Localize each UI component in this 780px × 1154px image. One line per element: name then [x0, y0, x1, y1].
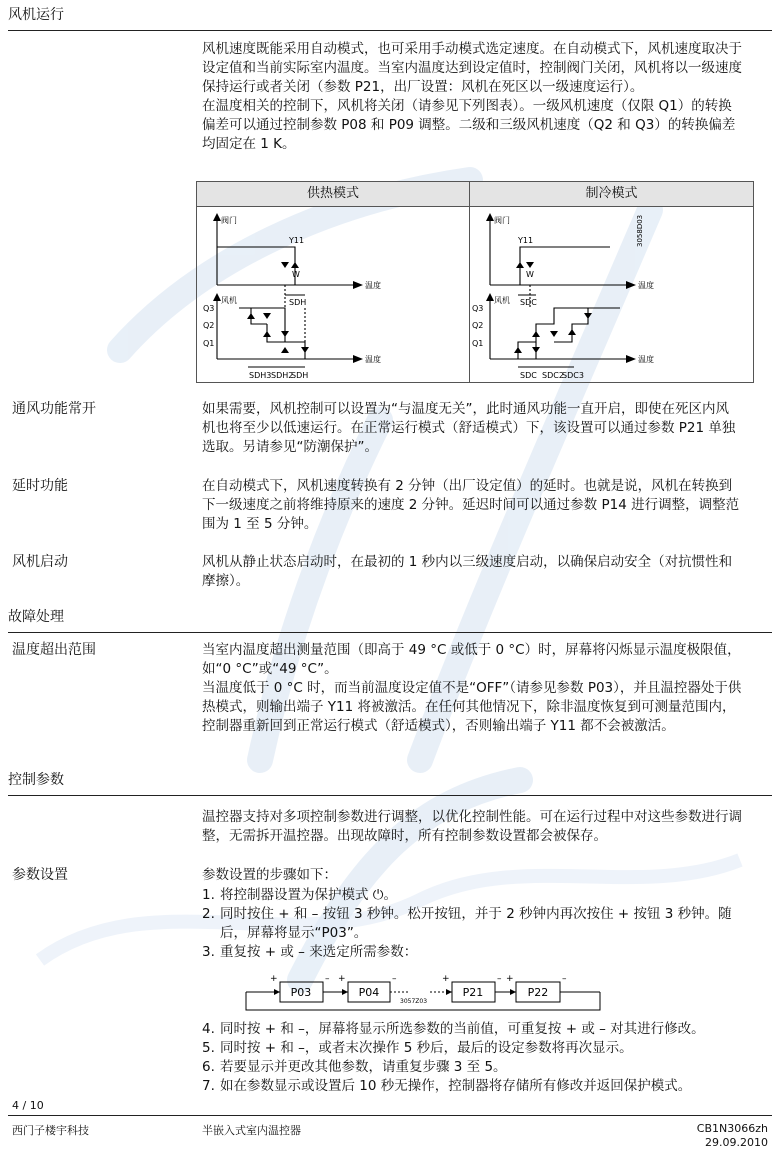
cooling-sdc-label: SDC: [520, 298, 537, 307]
fan-intro-para-2: 在温度相关的控制下，风机将关闭（请参见下列图表）。一级风机速度（仅限 Q1）的转换偏差可以通过控制参数 P08 和 P09 调整。二级和三级风机速度（Q2 和 Q3）的转换偏差均固定在 1 K。: [202, 98, 736, 152]
fan-start-label: 风机启动: [12, 554, 68, 570]
section-header-fan-operation: [8, 0, 772, 31]
heating-mode-header: 供热模式: [197, 182, 469, 207]
param-flow-diagram: [240, 972, 610, 1018]
param-flow-code: 3057Z03: [400, 998, 428, 1005]
page-number: 4 / 10: [12, 1099, 44, 1112]
delay-function-text: 在自动模式下，风机速度转换有 2 分钟（出厂设定值）的延时。也就是说，风机在转换到下一级速度之前将维持原来的速度 2 分钟。延迟时间可以通过参数 P14 进行调整，调整范围为 1 至 5 分钟。: [202, 478, 740, 532]
temp-out-of-range-para-2: 当温度低于 0 °C 时，而当前温度设定值不是“OFF”（请参见参数 P03），并且温控器处于供热模式，则输出端子 Y11 将被激活。在任何其他情况下，除非温度恢复到可测量范围内，控制器重新回到正常运行模式（舒适模式），否则输出端子 Y11 都不会被激活。: [202, 680, 742, 734]
section-header-control-params: [8, 765, 772, 796]
param-p22-text: P22: [527, 986, 549, 999]
minus-sign-2: –: [392, 974, 397, 984]
cooling-sdc2-label: SDC2: [542, 371, 564, 380]
cooling-fan-temp-label: 温度: [638, 355, 654, 364]
step-item: 1. 将控制器设置为保护模式 ⏻。: [202, 887, 397, 903]
footer-rule: [8, 1115, 772, 1116]
delay-function-label: 延时功能: [12, 478, 68, 494]
step-item: 4. 同时按 + 和 –，屏幕将显示所选参数的当前值，可重复按 + 或 – 对其进行修改。: [202, 1021, 705, 1037]
step-item: 5. 同时按 + 和 –，或者末次操作 5 秒后，最后的设定参数将再次显示。: [202, 1040, 633, 1056]
cooling-y11-label: Y11: [518, 236, 534, 245]
step-item: 6. 若要显示并更改其他参数，请重复步骤 3 至 5。: [202, 1059, 507, 1075]
param-steps-4-7: [202, 1020, 758, 1096]
heating-fan-temp-label: 温度: [365, 355, 381, 364]
plus-sign-4: +: [506, 974, 514, 984]
heating-sdh3-label: SDH3: [249, 371, 272, 380]
cooling-diagram-code: 3058D03: [636, 214, 644, 247]
minus-sign-3: –: [497, 974, 502, 984]
cooling-sdc3-label: SDC3: [562, 371, 584, 380]
heating-q3-label: Q3: [203, 304, 215, 313]
cooling-mode-header: 制冷模式: [470, 182, 753, 207]
footer-doc-number: CB1N3066zh: [696, 1122, 768, 1135]
section-title: 控制参数: [8, 772, 64, 788]
fan-intro-para-1: 风机速度既能采用自动模式，也可采用手动模式选定速度。在自动模式下，风机速度取决于设定值和当前实际室内温度。当室内温度达到设定值时，控制阀门关闭，风机将以一级速度保持运行或者关闭（参数 P21，出厂设置：风机在死区以一级速度运行）。: [202, 41, 742, 95]
vent-always-on-text: 如果需要，风机控制可以设置为“与温度无关”，此时通风功能一直开启，即使在死区内风机也将至少以低速运行。在正常运行模式（舒适模式）下，该设置可以通过参数 P21 单独选取。另请参见“防潮保护”。: [202, 401, 736, 455]
heating-diagram: [197, 207, 469, 382]
cooling-diagram: [470, 207, 753, 382]
cooling-fan-axis-label: 风机: [494, 296, 510, 305]
cooling-sdc-bottom-label: SDC: [520, 371, 537, 380]
cooling-valve-temp-label: 温度: [638, 281, 654, 290]
control-params-intro: 温控器支持对多项控制参数进行调整，以优化控制性能。可在运行过程中对这些参数进行调整，无需拆开温控器。出现故障时，所有控制参数设置都会被保存。: [202, 809, 742, 844]
heating-sdh-label: SDH: [289, 298, 307, 307]
heating-y11-label: Y11: [289, 236, 305, 245]
step-item: 7. 如在参数显示或设置后 10 秒无操作，控制器将存储所有修改并返回保护模式。: [202, 1078, 692, 1094]
cooling-q1-label: Q1: [472, 339, 484, 348]
footer-company: 西门子楼宇科技: [12, 1124, 89, 1137]
step-item: 2. 同时按住 + 和 – 按钮 3 秒钟。松开按钮，并于 2 秒钟内再次按住 + 按钮 3 秒钟。随后，屏幕将显示“P03”。: [202, 906, 732, 941]
footer-date: 29.09.2010: [705, 1136, 768, 1149]
heating-valve-axis-label: 阀门: [221, 216, 237, 225]
plus-sign-2: +: [338, 974, 346, 984]
temp-out-of-range-para-1: 当室内温度超出测量范围（即高于 49 °C 或低于 0 °C）时，屏幕将闪烁显示温度极限值，如“0 °C”或“49 °C”。: [202, 642, 741, 677]
heating-valve-temp-label: 温度: [365, 281, 381, 290]
heating-w-label: W: [292, 270, 300, 279]
temp-out-of-range-label: 温度超出范围: [12, 642, 96, 658]
cooling-q2-label: Q2: [472, 321, 484, 330]
heating-q2-label: Q2: [203, 321, 215, 330]
heating-q1-label: Q1: [203, 339, 215, 348]
minus-sign-4: –: [562, 974, 567, 984]
heating-sdh2-label: SDH2: [271, 371, 294, 380]
minus-sign-1: –: [325, 974, 330, 984]
param-p21-text: P21: [462, 986, 484, 999]
heating-fan-axis-label: 风机: [221, 296, 237, 305]
param-setting-intro: 参数设置的步骤如下：: [202, 867, 337, 883]
heating-sdh-bottom-label: SDH: [291, 371, 309, 380]
section-title: 故障处理: [8, 609, 64, 625]
fan-mode-diagram-table: [196, 181, 754, 383]
vent-always-on-label: 通风功能常开: [12, 401, 96, 417]
step-item: 3. 重复按 + 或 – 来选定所需参数：: [202, 944, 418, 960]
param-setting-label: 参数设置: [12, 867, 68, 883]
section-title: 风机运行: [8, 7, 64, 23]
fan-start-text: 风机从静止状态启动时，在最初的 1 秒内以三级速度启动，以确保启动安全（对抗惯性和摩擦）。: [202, 554, 733, 589]
plus-sign-3: +: [442, 974, 450, 984]
plus-sign-1: +: [270, 974, 278, 984]
fan-intro: [202, 40, 742, 154]
temp-out-of-range-text: [202, 641, 742, 736]
cooling-w-label: W: [526, 270, 534, 279]
cooling-valve-axis-label: 阀门: [494, 216, 510, 225]
param-steps-1-3: [202, 886, 758, 962]
cooling-q3-label: Q3: [472, 304, 484, 313]
param-p03-text: P03: [290, 986, 312, 999]
footer-product: 半嵌入式室内温控器: [202, 1124, 301, 1137]
param-p04-text: P04: [358, 986, 380, 999]
section-header-fault-handling: [8, 602, 772, 633]
